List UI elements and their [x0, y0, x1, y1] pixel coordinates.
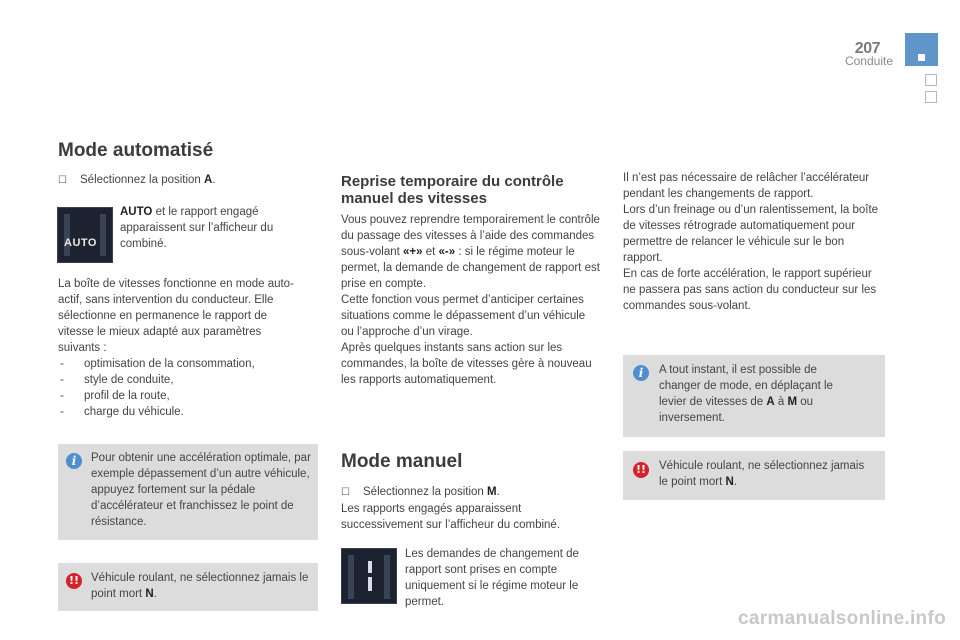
temporary-control-body: Vous pouvez reprendre temporairement le contrôle du passage des vitesses à l’aide des commandes sous-volant «+» et «-» : si le régime moteur le permet, la demande de changement de rapport est prise en compte. Cette fonction vous permet d’anticiper certaines situations comme le dépassement d’un véhicule ou l’approche d’un virage. Après quelques instants sans action sur les commandes, la boîte de vitesses gère à nouveau les rapports automatiquement.: [341, 214, 600, 386]
auto-display-image: [57, 207, 113, 263]
section-title: Conduite: [844, 54, 893, 68]
watermark-logo: carmanualsonline.info: [738, 608, 946, 629]
manual-display-image: [341, 548, 397, 604]
auto-info-note: [58, 444, 318, 540]
info-icon: i: [633, 365, 649, 381]
info-icon: i: [66, 453, 82, 469]
warning-icon: !!: [633, 462, 649, 478]
auto-select-instruction: ☐ Sélectionnez la position A.: [58, 172, 216, 189]
right-warning-text: Véhicule roulant, ne sélectionnez jamais le point mort N.: [659, 460, 865, 488]
manual-display-text: Les demandes de changement de rapport sont prises en compte uniquement si le régime moteur le permet.: [405, 548, 579, 608]
auto-params-list: [58, 356, 303, 420]
page-number: 207: [854, 40, 880, 57]
square-icon: [918, 54, 925, 61]
auto-info-text: Pour obtenir une accélération optimale, par exemple dépassement d’un autre véhicule, appuyez fortement sur la pédale d’accélérateur et franchissez le point de résistance.: [91, 452, 311, 528]
mode-change-info-note: [623, 355, 885, 437]
manual-mode-body: ☐ Sélectionnez la position M. Les rapports engagés apparaissent successivement sur l’afficheur du combiné.: [341, 486, 561, 531]
chapter-tab[interactable]: [925, 91, 937, 103]
list-item: - optimisation de la consommation,: [58, 356, 303, 372]
right-warning-note: [623, 451, 885, 500]
warning-icon: !!: [66, 573, 82, 589]
auto-mode-title: Mode automatisé: [58, 140, 214, 161]
auto-warning-note: [58, 563, 318, 611]
list-item: - profil de la route,: [58, 388, 303, 404]
checkbox-bullet-icon: ☐: [58, 175, 67, 186]
right-column-body: Il n’est pas nécessaire de relâcher l’accélérateur pendant les changements de rapport. Lors d’un freinage ou d’un ralentissement, la boîte de vitesses rétrograde automatiquement pour permettre de relancer le véhicule sur le bon rapport. En cas de forte accélération, le rapport supérieur ne passera pas sans action du conducteur sur les commandes sous-volant.: [623, 172, 879, 312]
auto-warning-text: Véhicule roulant, ne sélectionnez jamais le point mort N.: [91, 572, 309, 600]
manual-mode-title: Mode manuel: [341, 451, 463, 472]
auto-mode-body: La boîte de vitesses fonctionne en mode auto-actif, sans intervention du conducteur. Elle sélectionne en permanence le rapport de vitesse le mieux adapté aux paramètres suivants : - optimisation de la consommation, - style de conduite, - profil de la route, - charge du véhicule.: [58, 276, 303, 420]
temporary-control-title: Reprise temporaire du contrôle manuel des vitesses: [341, 173, 564, 207]
chapter-tab[interactable]: [925, 74, 937, 86]
auto-display-text: AUTO et le rapport engagé apparaissent sur l’afficheur du combiné.: [120, 206, 274, 250]
chapter-tab-active[interactable]: [905, 33, 938, 66]
list-item: - charge du véhicule.: [58, 404, 303, 420]
auto-display-label: AUTO: [64, 237, 97, 249]
list-item: - style de conduite,: [58, 372, 303, 388]
checkbox-bullet-icon: ☐: [341, 487, 350, 498]
mode-change-info-text: A tout instant, il est possible de changer de mode, en déplaçant le levier de vitesses de A à M ou inversement.: [659, 364, 833, 424]
